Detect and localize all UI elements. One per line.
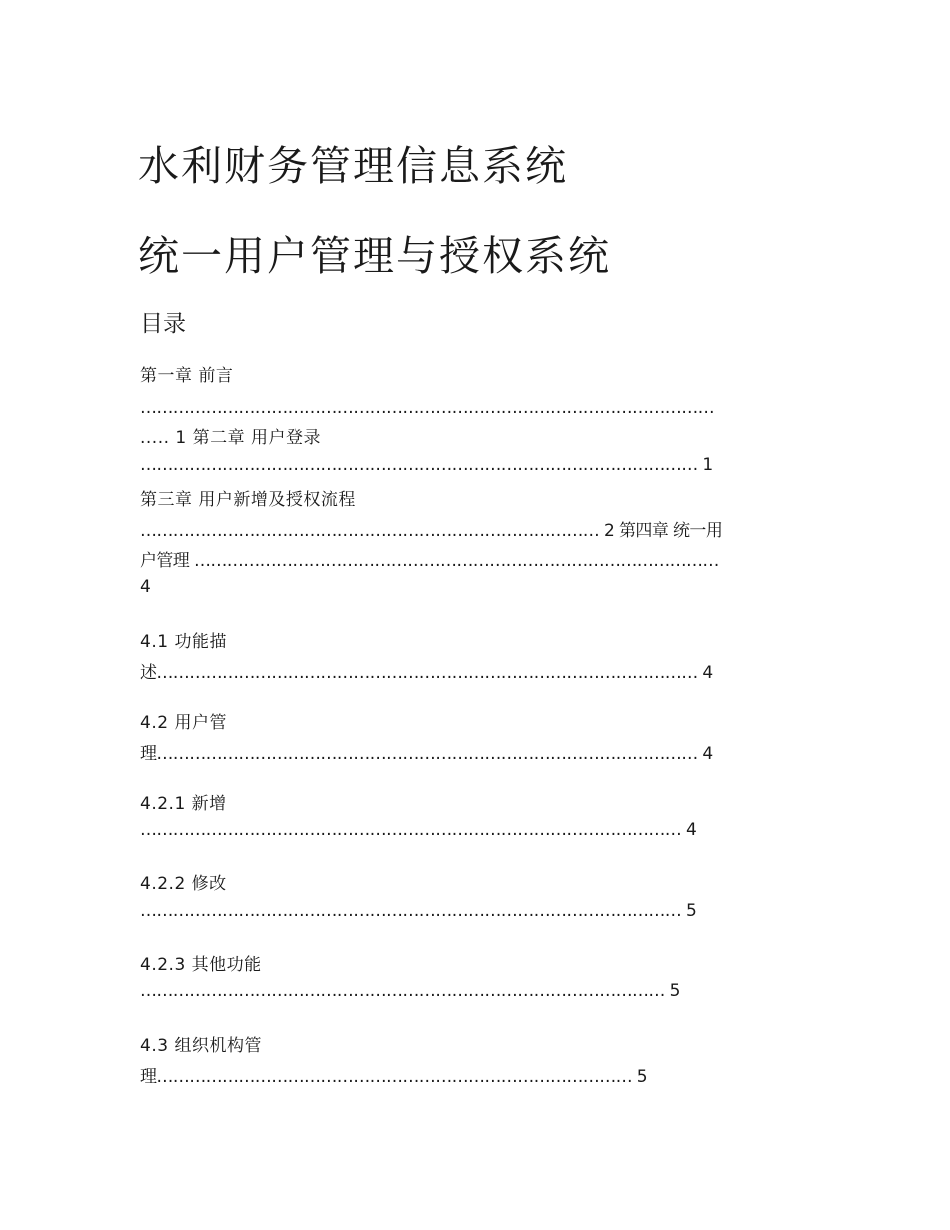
- toc-line: ..... 1 第二章 用户登录: [140, 428, 322, 448]
- toc-line: 第一章 前言: [140, 366, 234, 386]
- toc-line: 理……………………………………………………………………………………… 4: [140, 744, 713, 764]
- toc-line: ……………………………………………………………………………………………: [140, 398, 715, 418]
- toc-line: …………………………………………………………………………………… 5: [140, 981, 680, 1001]
- toc-line: 4.3 组织机构管: [140, 1036, 262, 1056]
- toc-line: 4.2.1 新增: [140, 794, 227, 814]
- toc-line: 4.2.3 其他功能: [140, 955, 262, 975]
- toc-line: 4: [140, 577, 152, 597]
- document-title-line-1: 水利财务管理信息系统: [138, 142, 568, 190]
- toc-heading: 目录: [140, 311, 186, 337]
- document-title-line-2: 统一用户管理与授权系统: [138, 232, 611, 280]
- toc-line: 4.1 功能描: [140, 632, 227, 652]
- toc-line: ……………………………………………………………………………………… 5: [140, 901, 697, 921]
- toc-line: 4.2.2 修改: [140, 874, 227, 894]
- toc-line: ……………………………………………………………………………………… 4: [140, 820, 697, 840]
- toc-line: 理…………………………………………………………………………… 5: [140, 1067, 648, 1087]
- toc-line: ………………………………………………………………………………………… 1: [140, 455, 713, 475]
- toc-line: 第三章 用户新增及授权流程: [140, 490, 356, 510]
- toc-line: ………………………………………………………………………… 2 第四章 统一用: [140, 521, 723, 541]
- toc-line: 4.2 用户管: [140, 713, 227, 733]
- toc-line: 户管理 ……………………………………………………………………………………: [140, 551, 719, 571]
- toc-line: 述……………………………………………………………………………………… 4: [140, 663, 713, 683]
